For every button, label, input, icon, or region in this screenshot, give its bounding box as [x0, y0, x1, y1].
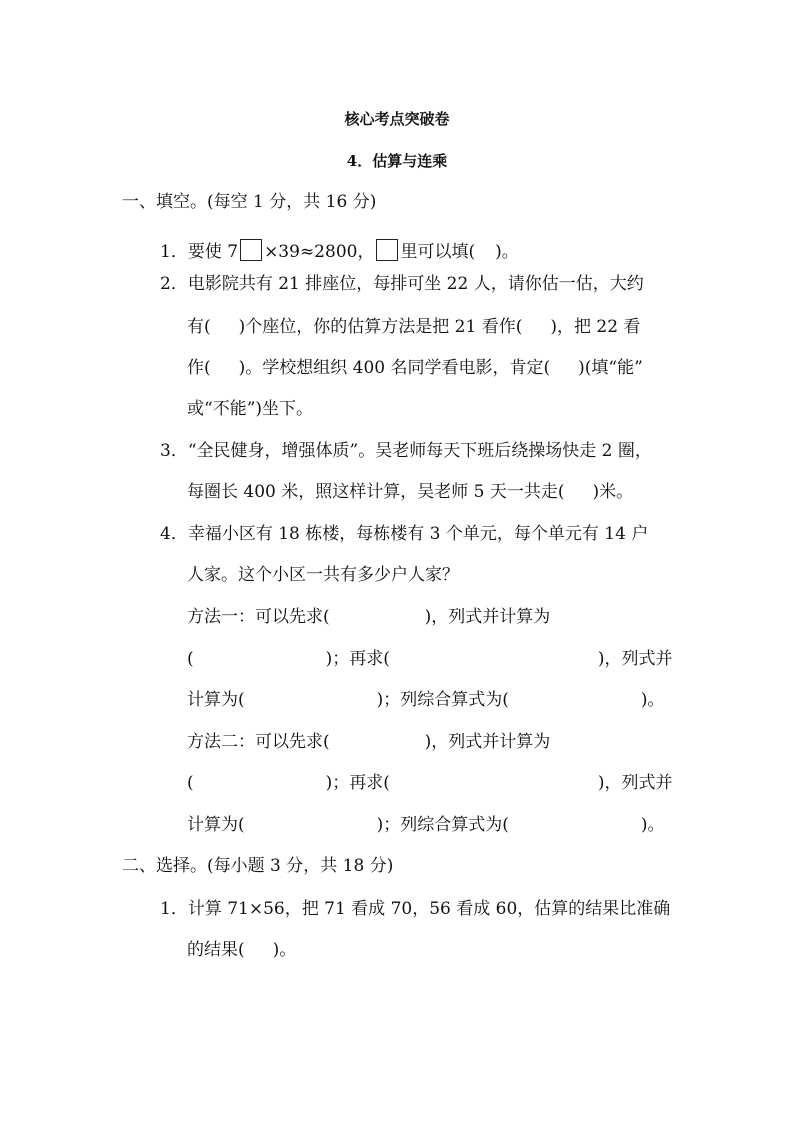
q4-text: )，列式并计算为 — [424, 607, 551, 627]
q2-text: 有( — [187, 317, 211, 337]
q4-text: )；再求( — [325, 773, 390, 793]
exam-title: 核心考点突破卷 — [344, 110, 450, 128]
question-4-line2: 人家。这个小区一共有多少户人家？ — [187, 565, 459, 585]
question-number: 1． — [160, 242, 188, 262]
q1-text-b: ×39≈2800， — [264, 242, 375, 262]
method2-line2 — [187, 772, 673, 794]
q1-text-c: 里可以填( — [400, 242, 476, 262]
q4-text: )，列式并 — [597, 773, 673, 793]
question-3-line1 — [160, 440, 652, 462]
q3-line1: “全民健身，增强体质”。吴老师每天下班后绕操场快走 2 圈， — [187, 441, 652, 461]
question-2-line3 — [187, 357, 643, 379]
q4-text: )，列式并计算为 — [424, 732, 551, 752]
question-number: 4． — [160, 524, 188, 544]
s2-question-1-line2 — [187, 939, 296, 961]
question-number: 3． — [160, 441, 188, 461]
question-number: 1． — [160, 899, 188, 919]
method1-line2 — [187, 648, 673, 670]
q3-text: )米。 — [592, 482, 634, 502]
question-2-line1 — [160, 273, 644, 295]
q4-text: 方法一：可以先求( — [187, 607, 330, 627]
exam-subtitle: 4．估算与连乘 — [346, 152, 448, 170]
q2-text: )(填“能” — [578, 358, 643, 378]
q2-text: )个座位，你的估算方法是把 21 看作( — [238, 317, 523, 337]
answer-box[interactable] — [240, 239, 262, 261]
q4-text: )。 — [640, 690, 665, 710]
method2-line3 — [187, 814, 665, 836]
s2-q1-line1: 计算 71×56，把 71 看成 70，56 看成 60，估算的结果比准确 — [187, 899, 671, 919]
method1-line3 — [187, 689, 665, 711]
q2-text: 作( — [187, 358, 211, 378]
q4-text: )；再求( — [325, 649, 390, 669]
q4-text: 计算为( — [187, 815, 245, 835]
s2-q1-text: 的结果( — [187, 940, 245, 960]
q4-text: )，列式并 — [597, 649, 673, 669]
q4-text: ( — [187, 773, 194, 793]
q1-text-a: 要使 7 — [187, 242, 239, 262]
section1-heading: 一、填空。(每空 1 分，共 16 分) — [122, 192, 377, 212]
question-4-line1 — [160, 523, 648, 545]
answer-box-reference — [376, 239, 398, 261]
question-number: 2． — [160, 274, 188, 294]
q4-text: 计算为( — [187, 690, 245, 710]
q4-text: 方法二：可以先求( — [187, 732, 330, 752]
method2-line1 — [187, 731, 550, 753]
section2-heading: 二、选择。(每小题 3 分，共 18 分) — [122, 856, 394, 876]
q4-text: )。 — [640, 815, 665, 835]
q4-text: )；列综合算式为( — [376, 690, 509, 710]
q3-text: 每圈长 400 米，照这样计算，吴老师 5 天一共走( — [187, 482, 565, 502]
q4-text: ( — [187, 649, 194, 669]
q1-text-d: )。 — [495, 242, 519, 262]
question-1 — [160, 239, 519, 263]
q2-text: )。学校想组织 400 名同学看电影，肯定( — [238, 358, 551, 378]
q2-text: )，把 22 看 — [550, 317, 641, 337]
s2-question-1-line1 — [160, 898, 670, 920]
question-2-line4: 或“不能”)坐下。 — [187, 399, 314, 419]
q2-line1: 电影院共有 21 排座位，每排可坐 22 人，请你估一估，大约 — [187, 274, 644, 294]
q4-text: )；列综合算式为( — [376, 815, 509, 835]
q4-line1: 幸福小区有 18 栋楼，每栋楼有 3 个单元，每个单元有 14 户 — [187, 524, 649, 544]
method1-line1 — [187, 606, 550, 628]
question-3-line2 — [187, 481, 633, 503]
question-2-line2 — [187, 316, 640, 338]
s2-q1-text: )。 — [272, 940, 297, 960]
